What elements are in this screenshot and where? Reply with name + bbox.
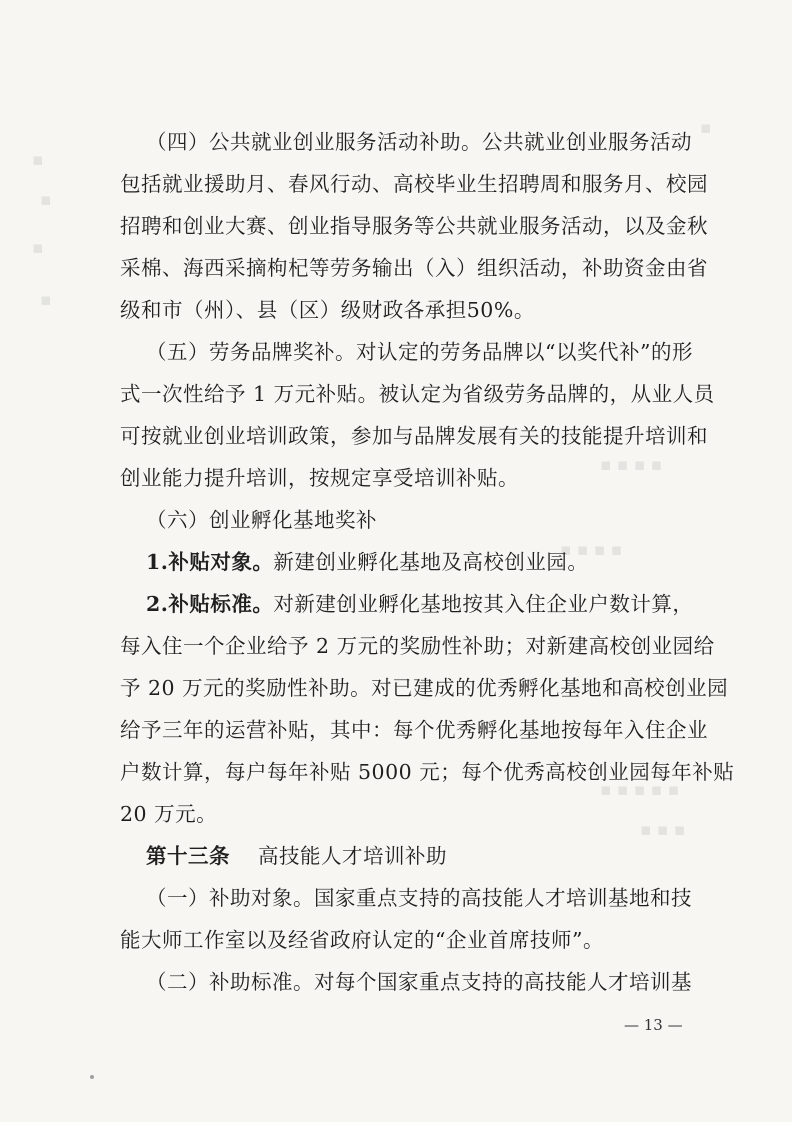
page-number: — 13 — [624, 1016, 683, 1034]
paragraph-line: 级和市（州）、县（区）级财政各承担50%。 [120, 298, 535, 322]
paragraph-line [146, 589, 695, 619]
bleed-through-mark: ▪ ▪ ▪ ▪ [560, 540, 623, 560]
paragraph-line: （四）公共就业创业服务活动补助。公共就业创业服务活动 [146, 130, 692, 154]
paragraph-line: 户数计算，每户每年补贴 5000 元；每个优秀高校创业园每年补贴 [120, 760, 735, 784]
article-title: 高技能人才培训补助 [258, 844, 447, 868]
paragraph-line: 式一次性给予 1 万元补贴。被认定为省级劳务品牌的，从业人员 [120, 382, 715, 406]
paragraph-line: 可按就业创业培训政策，参加与品牌发展有关的技能提升培训和 [120, 424, 708, 448]
paragraph-line: （一）补助对象。国家重点支持的高技能人才培训基地和技 [146, 886, 692, 910]
paragraph-line: （二）补助标准。对每个国家重点支持的高技能人才培训基 [146, 970, 692, 994]
paragraph-line: 能大师工作室以及经省政府认定的“企业首席技师”。 [120, 928, 604, 952]
paragraph-line: 采棉、海西采摘枸杞等劳务输出（入）组织活动，补助资金由省 [120, 256, 708, 280]
paragraph-line [146, 547, 695, 577]
subsection-heading: （六）创业孵化基地奖补 [146, 508, 377, 532]
paragraph-line: 予 20 万元的奖励性补助。对已建成的优秀孵化基地和高校创业园 [120, 676, 729, 700]
item-lead: 2.补贴标准。 [146, 592, 274, 616]
paragraph-line: 创业能力提升培训，按规定享受培训补贴。 [120, 466, 519, 490]
item-text: 对新建创业孵化基地按其入住企业户数计算， [273, 592, 694, 616]
paragraph-line: 每入住一个企业给予 2 万元的奖励性补助；对新建高校创业园给 [120, 634, 715, 658]
bleed-through-mark: ▪ ▪ ▪ ▪ ▪ [600, 780, 680, 800]
paragraph-line: （五）劳务品牌奖补。对认定的劳务品牌以“以奖代补”的形 [146, 340, 693, 364]
bleed-through-mark: ▪ [32, 238, 44, 258]
bleed-through-mark: ▪ [40, 190, 52, 210]
item-text: 新建创业孵化基地及高校创业园。 [273, 550, 589, 574]
paragraph-line: 招聘和创业大赛、创业指导服务等公共就业服务活动，以及金秋 [120, 214, 708, 238]
scan-speck [90, 1075, 94, 1079]
article-number: 第十三条 [146, 844, 230, 868]
article-heading [146, 841, 695, 871]
bleed-through-mark: ▪ [40, 290, 52, 310]
bleed-through-mark: ▪ ▪ ▪ [640, 820, 686, 840]
item-lead: 1.补贴对象。 [146, 550, 274, 574]
bleed-through-mark: ▪ ▪ ▪ ▪ [600, 455, 663, 475]
bleed-through-mark: ▪ [700, 118, 712, 138]
bleed-through-mark: ▪ [32, 150, 44, 170]
paragraph-line: 给予三年的运营补贴，其中：每个优秀孵化基地按每年入住企业 [120, 718, 708, 742]
paragraph-line: 包括就业援助月、春风行动、高校毕业生招聘周和服务月、校园 [120, 172, 708, 196]
paragraph-line: 20 万元。 [120, 802, 218, 826]
